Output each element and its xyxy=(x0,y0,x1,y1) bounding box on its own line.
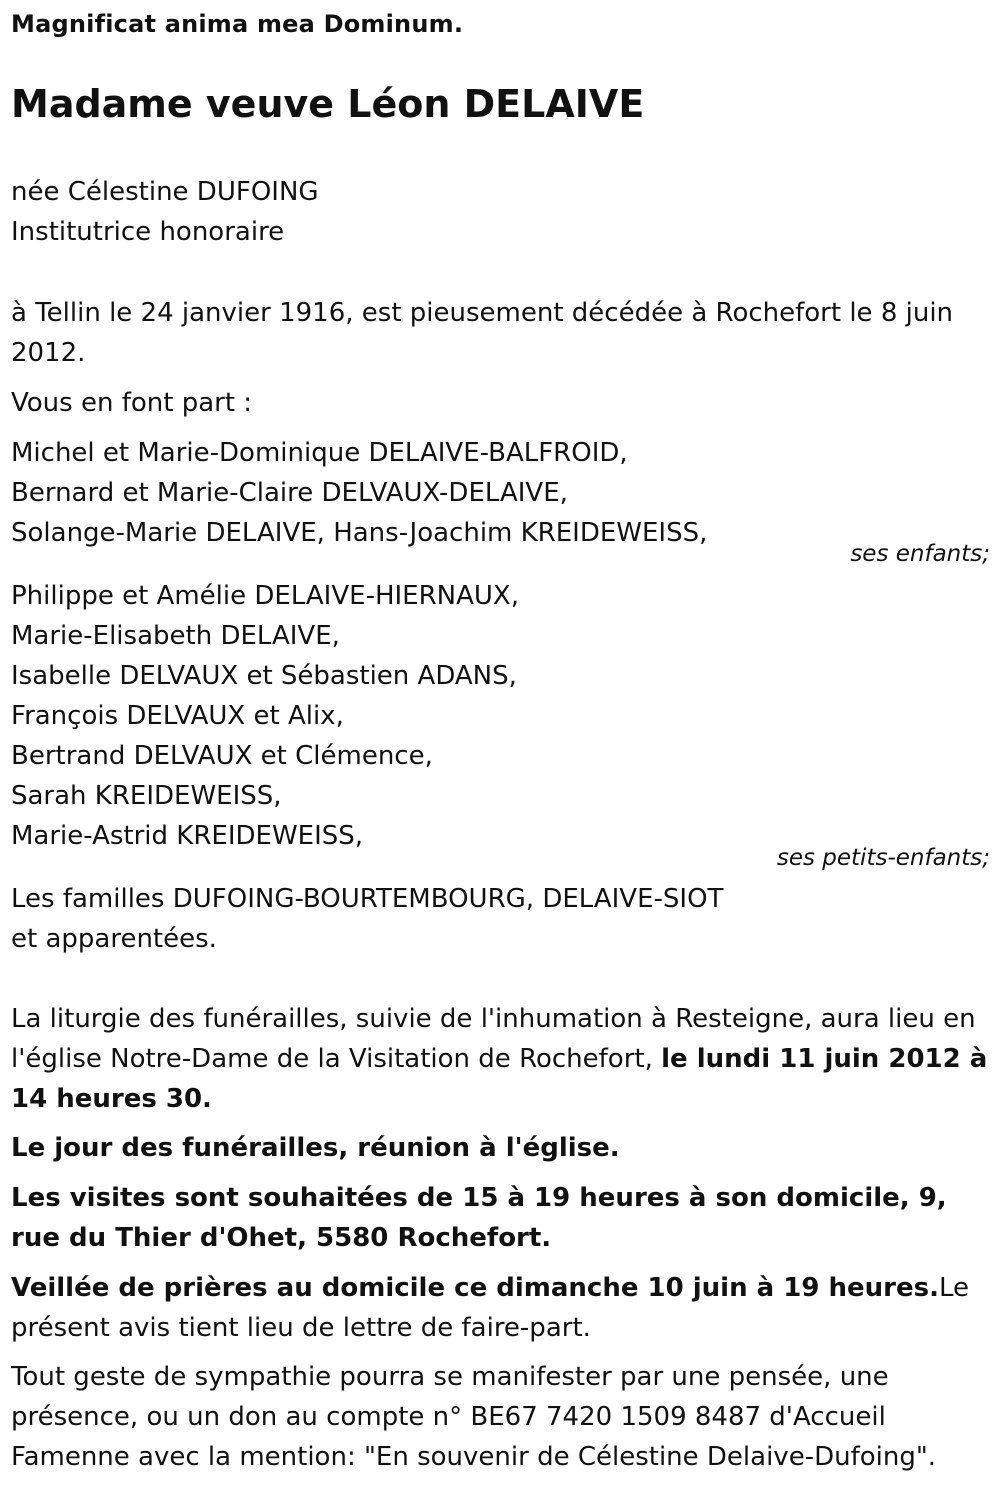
liturgy-date: le lundi 11 juin 2012 à 14 heures 30. xyxy=(11,1044,988,1114)
deceased-name: Madame veuve Léon DELAIVE xyxy=(11,82,645,126)
meeting-text: Le jour des funérailles, réunion à l'église. xyxy=(11,1133,620,1163)
list-item: Marie-Astrid KREIDEWEISS, xyxy=(11,821,364,851)
motto: Magnificat anima mea Dominum. xyxy=(11,10,464,38)
families-line: et apparentées. xyxy=(11,924,217,954)
liturgy-text: La liturgie des funérailles, suivie de l'inhumation à Resteigne, aura lieu en l'église Notre-Dame de la Visitation de Rochefort, xyxy=(11,1004,976,1074)
vigil-bold: Veillée de prières au domicile ce dimanche 10 juin à 19 heures. xyxy=(11,1273,939,1303)
profession: Institutrice honoraire xyxy=(11,217,285,247)
visits-text: Les visites sont souhaitées de 15 à 19 heures à son domicile, 9, rue du Thier d'Ohet, 5580 Rochefort. xyxy=(11,1183,947,1253)
list-item: Isabelle DELVAUX et Sébastien ADANS, xyxy=(11,661,517,691)
children-list xyxy=(11,433,990,553)
vigil-paragraph xyxy=(11,1268,990,1348)
list-item: Marie-Elisabeth DELAIVE, xyxy=(11,621,340,651)
announce: Vous en font part : xyxy=(11,388,253,418)
sympathy-paragraph: Tout geste de sympathie pourra se manifester par une pensée, une présence, ou un don au compte n° BE67 7420 1509 8487 d'Accueil Famenne avec la mention: "En souvenir de Célestine Delaive-Dufoing". xyxy=(11,1362,937,1472)
visits-paragraph xyxy=(11,1178,990,1258)
list-item: Philippe et Amélie DELAIVE-HIERNAUX, xyxy=(11,581,520,611)
grandchildren-label: ses petits-enfants; xyxy=(776,845,990,871)
liturgy-paragraph xyxy=(11,999,990,1119)
list-item: Michel et Marie-Dominique DELAIVE-BALFROID, xyxy=(11,438,628,468)
identity-block xyxy=(11,172,990,252)
list-item: Solange-Marie DELAIVE, Hans-Joachim KREIDEWEISS, xyxy=(11,518,708,548)
list-item: Sarah KREIDEWEISS, xyxy=(11,781,282,811)
list-item: Bertrand DELVAUX et Clémence, xyxy=(11,741,433,771)
children-label: ses enfants; xyxy=(850,541,990,567)
families-block xyxy=(11,879,990,959)
vigil-text: Le présent avis tient lieu de lettre de faire-part. xyxy=(11,1273,969,1343)
birth-death: à Tellin le 24 janvier 1916, est pieusement décédée à Rochefort le 8 juin 2012. xyxy=(11,298,954,368)
meeting-paragraph xyxy=(11,1128,990,1168)
list-item: Bernard et Marie-Claire DELVAUX-DELAIVE, xyxy=(11,478,568,508)
maiden-name: née Célestine DUFOING xyxy=(11,177,319,207)
list-item: François DELVAUX et Alix, xyxy=(11,701,344,731)
families-line: Les familles DUFOING-BOURTEMBOURG, DELAIVE-SIOT xyxy=(11,884,724,914)
grandchildren-list xyxy=(11,576,990,856)
